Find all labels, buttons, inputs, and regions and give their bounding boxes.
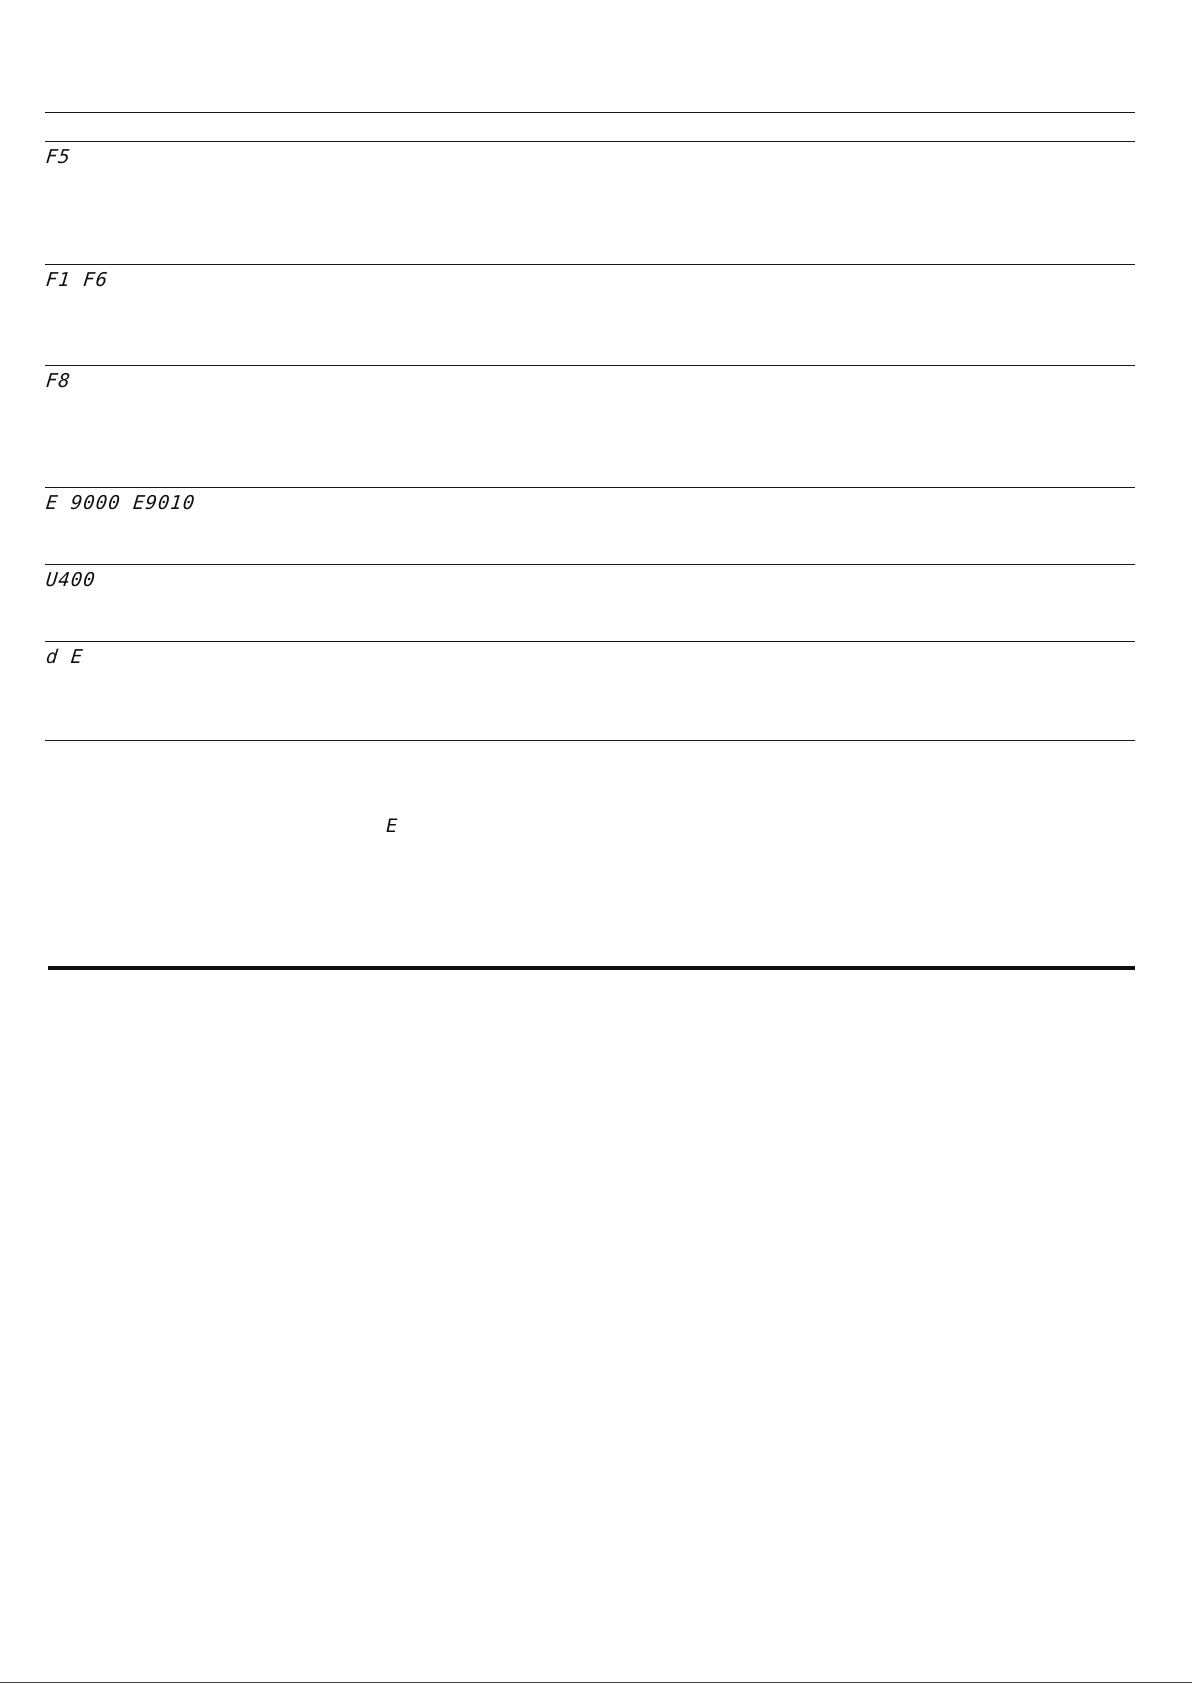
error-code: E 9000 E9010 [44,492,197,514]
page-bottom-edge [0,1682,1192,1683]
header-cell-description [375,113,1135,141]
table-row [45,488,1135,565]
table-row [45,366,1135,488]
code-cell [45,565,371,641]
description-cell [375,488,1135,564]
code-cell [45,642,371,740]
error-code-table [45,112,1135,959]
description-cell [375,741,1135,959]
table-row [45,642,1135,741]
description-cell [375,265,1135,365]
description-cell [375,142,1135,264]
header-cell-code [45,113,371,141]
error-code: F5 [44,146,73,168]
error-code: F1 F6 [44,269,110,291]
code-cell [45,488,371,564]
code-cell [45,265,371,365]
table-row [45,265,1135,366]
table-row [45,565,1135,642]
code-cell [45,741,371,959]
error-code: F8 [44,370,73,392]
code-cell [45,366,371,487]
description-cell [375,366,1135,487]
table-bottom-rule [48,966,1135,970]
table-row [45,741,1135,959]
description-cell [375,565,1135,641]
table-header [45,112,1135,142]
error-code: d E [44,646,85,668]
code-cell [45,142,371,264]
error-description: E [386,815,398,837]
description-cell [375,642,1135,740]
error-code: U400 [44,569,97,591]
table-row [45,142,1135,265]
